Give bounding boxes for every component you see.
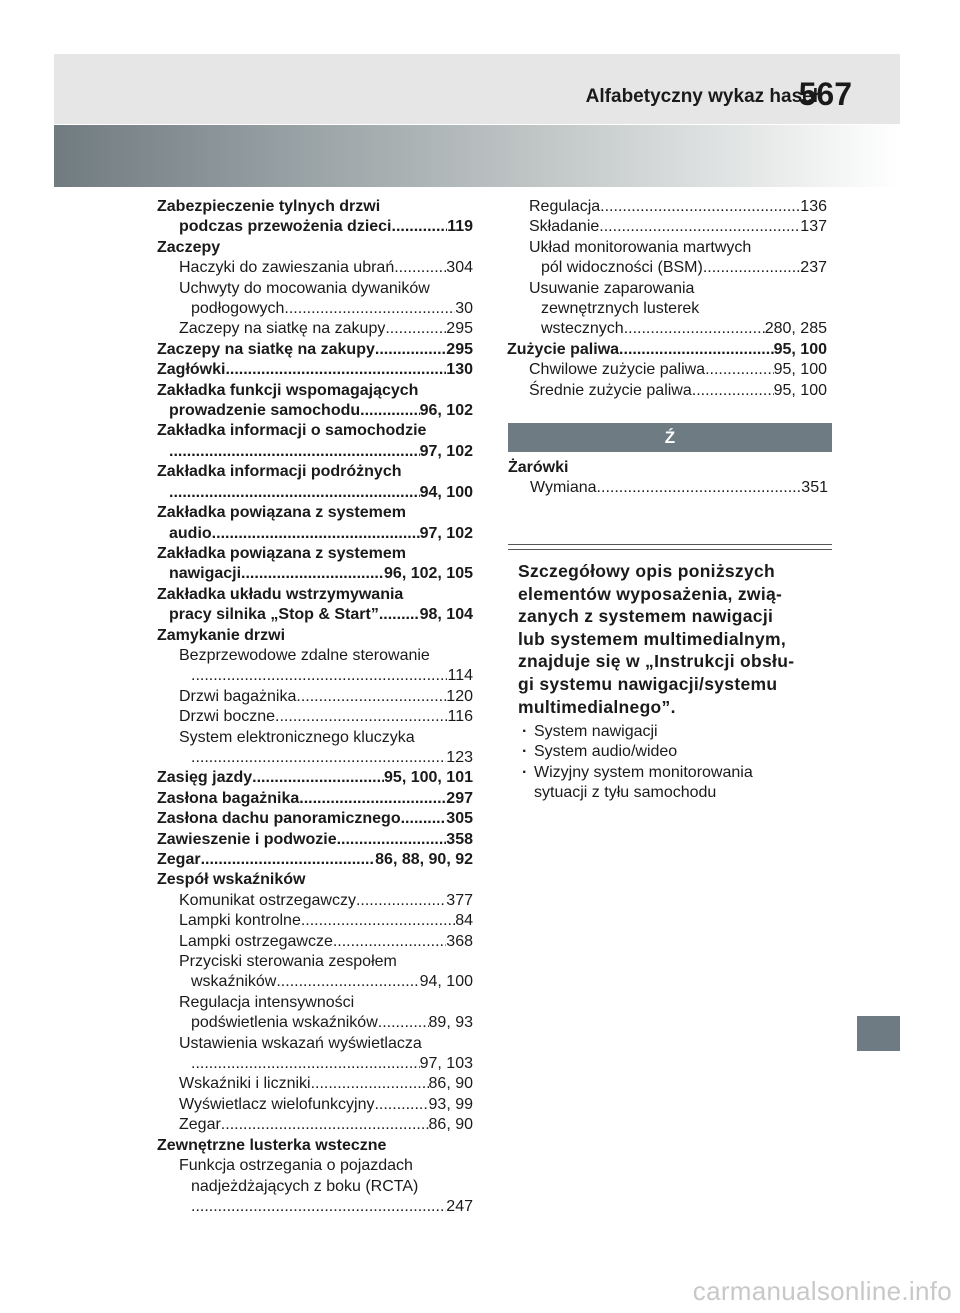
index-entry: [157, 319, 473, 339]
entry-page: 297: [446, 789, 473, 807]
leader-dots: [201, 850, 376, 870]
entry-label: Wymiana: [530, 479, 597, 497]
entry-label: podłogowych: [191, 300, 285, 318]
leader-dots: [301, 911, 455, 931]
note-list-item: · System nawigacji: [518, 722, 818, 742]
index-entry: [508, 478, 828, 498]
entry-page: 119: [447, 218, 473, 236]
index-heading: Zewnętrzne lusterka wsteczne: [157, 1136, 387, 1154]
entry-label: Składanie: [529, 218, 600, 236]
index-entry: [157, 258, 473, 278]
entry-page: 96, 102, 105: [384, 565, 473, 583]
entry-label: podczas przewożenia dzieci: [179, 218, 392, 236]
entry-page: 95, 100: [773, 340, 827, 358]
decorative-band: [54, 125, 900, 187]
index-entry: [157, 1074, 473, 1094]
entry-label: Zegar: [157, 851, 201, 868]
index-entry: [507, 381, 827, 401]
index-group: [157, 340, 473, 360]
note-title-line: elementów wyposażenia, zwią-: [518, 583, 783, 604]
entry-label: Zużycie paliwa: [507, 340, 620, 358]
index-entry: [157, 217, 473, 237]
index-entry: [157, 830, 473, 850]
entry-page: 304: [446, 259, 473, 277]
index-group: [157, 809, 473, 829]
index-column-left: [157, 197, 473, 1217]
entry-page: 84: [455, 912, 473, 930]
index-entry: [157, 360, 473, 380]
leader-dots: [241, 564, 384, 584]
entry-page: 247: [446, 1197, 473, 1215]
leader-dots: [191, 1054, 420, 1074]
entry-label: wstecznych: [541, 320, 624, 338]
index-group: [157, 585, 473, 626]
index-group: [157, 197, 473, 238]
index-entry: [157, 1095, 473, 1115]
entry-page: 136: [800, 198, 827, 215]
index-group: [157, 462, 473, 503]
entry-page: 130: [446, 361, 473, 379]
leader-dots: [296, 687, 446, 707]
index-subentry: Ustawienia wskazań wyświetlacza: [179, 1034, 422, 1052]
leader-dots: [385, 319, 446, 339]
leader-dots: [624, 319, 765, 339]
divider-line: [508, 544, 832, 545]
section-title: Alfabetyczny wykaz haseł: [585, 86, 818, 107]
index-entry: [157, 605, 473, 625]
entry-page: 237: [800, 259, 827, 277]
entry-label: Zasłona dachu panoramicznego: [157, 810, 401, 828]
index-subentry: Regulacja intensywności: [179, 993, 355, 1011]
note-title-line: Szczegółowy opis poniższych: [518, 561, 776, 581]
index-entry: [507, 319, 827, 339]
index-subentry: Bezprzewodowe zdalne sterowanie: [179, 646, 430, 664]
entry-page: 295: [446, 340, 473, 358]
index-group: [157, 830, 473, 850]
entry-label: nawigacji: [169, 565, 242, 583]
index-entry: [157, 483, 473, 503]
index-group: [157, 238, 473, 340]
entry-label: Zasłona bagażnika: [157, 789, 300, 807]
entry-page: 95, 100, 101: [384, 769, 473, 787]
entry-label: Średnie zużycie paliwa: [529, 381, 692, 399]
entry-page: 123: [446, 748, 473, 766]
entry-page: 97, 102: [419, 442, 473, 460]
note-title: [518, 560, 832, 718]
leader-dots: [356, 891, 446, 911]
index-heading: Zamykanie drzwi: [157, 626, 286, 644]
entry-label: Chwilowe zużycie paliwa: [529, 361, 706, 379]
entry-label: Lampki kontrolne: [179, 912, 301, 930]
index-entry: [157, 524, 473, 544]
watermark: carmanualsonline.info: [692, 1276, 952, 1306]
leader-dots: [284, 299, 455, 319]
index-heading: Zespół wskaźników: [157, 871, 306, 889]
leader-dots: [378, 1013, 429, 1033]
leader-dots: [276, 972, 419, 992]
index-group: [157, 870, 473, 1135]
index-entry: [157, 972, 473, 992]
entry-label: Zawieszenie i podwozie: [157, 830, 337, 848]
index-entry: [507, 258, 827, 278]
leader-dots: [337, 830, 447, 850]
letter-section-entries: [508, 458, 828, 499]
leader-dots: [191, 748, 446, 768]
leader-dots: [374, 1095, 428, 1115]
entry-label: Lampki ostrzegawcze: [179, 932, 333, 950]
index-entry: [157, 564, 473, 584]
chapter-tab: [857, 1016, 900, 1051]
entry-label: Zagłówki: [157, 361, 226, 379]
index-entry: [157, 911, 473, 931]
index-entry: [157, 340, 473, 360]
entry-page: 97, 102: [419, 524, 473, 542]
index-entry: [157, 1054, 473, 1074]
leader-dots: [394, 258, 446, 278]
note-title-line: lub systemem multimedialnym,: [518, 628, 787, 649]
divider-line: [508, 549, 832, 550]
index-subentry: Usuwanie zaparowania: [529, 279, 695, 297]
entry-page: 86, 90: [428, 1075, 473, 1093]
index-entry: [157, 687, 473, 707]
entry-page: 351: [801, 479, 828, 497]
entry-label: Zegar: [179, 1116, 221, 1134]
entry-page: 30: [455, 300, 473, 318]
index-heading: Zakładka funkcji wspomagających: [157, 381, 419, 399]
index-subentry: Układ monitorowania martwych: [529, 238, 752, 256]
index-entry: [507, 360, 827, 380]
leader-dots: [392, 217, 448, 237]
index-heading: Zakładka powiązana z systemem: [157, 504, 406, 522]
index-entry: [157, 932, 473, 952]
index-entry: [157, 748, 473, 768]
index-group: [507, 197, 827, 340]
entry-page: 295: [446, 320, 473, 338]
index-entry: [157, 666, 473, 686]
entry-page: 377: [446, 891, 473, 909]
entry-label: Wskaźniki i liczniki: [179, 1075, 311, 1093]
entry-page: 95, 100: [773, 361, 827, 379]
index-heading: Zakładka powiązana z systemem: [157, 544, 406, 562]
leader-dots: [191, 666, 447, 686]
entry-page: 280, 285: [764, 320, 827, 338]
index-entry: [157, 789, 473, 809]
leader-dots: [692, 381, 774, 401]
entry-page: 305: [446, 810, 473, 828]
index-entry: [157, 442, 473, 462]
entry-page: 96, 102: [419, 402, 473, 420]
entry-label: Haczyki do zawieszania ubrań: [179, 259, 395, 277]
entry-page: 120: [446, 687, 473, 705]
note-title-line: zanych z systemem nawigacji: [518, 606, 774, 627]
leader-dots: [597, 478, 802, 498]
entry-label: prowadzenie samochodu: [169, 402, 361, 420]
index-heading: Zaczepy: [157, 238, 221, 256]
leader-dots: [379, 605, 420, 625]
entry-page: 86, 90: [428, 1116, 473, 1134]
index-entry: [157, 1115, 473, 1135]
index-subentry: System elektronicznego kluczyka: [179, 728, 415, 746]
page-number: 567: [798, 76, 852, 112]
index-entry: [157, 850, 473, 870]
leader-dots: [333, 932, 446, 952]
entry-label: Zasięg jazdy: [157, 769, 253, 787]
index-entry: [157, 891, 473, 911]
leader-dots: [360, 401, 419, 421]
index-heading: Zakładka układu wstrzymywania: [157, 585, 404, 603]
entry-label: audio: [169, 524, 212, 542]
index-entry: [157, 401, 473, 421]
leader-dots: [705, 360, 774, 380]
entry-page: 97, 103: [419, 1055, 473, 1073]
note-title-line: gi systemu nawigacji/systemu: [518, 673, 778, 694]
index-entry: [157, 768, 473, 788]
index-group: [157, 503, 473, 544]
entry-label: Wyświetlacz wielofunkcyjny: [179, 1095, 375, 1113]
index-entry: [507, 340, 827, 360]
entry-label: Drzwi boczne: [179, 708, 276, 726]
index-subentry: zewnętrznych lusterek: [541, 300, 700, 318]
index-column-right: [507, 197, 827, 401]
index-group: [157, 626, 473, 769]
entry-label: Zaczepy na siatkę na zakupy: [179, 320, 386, 338]
entry-label: podświetlenia wskaźników: [191, 1014, 378, 1032]
note-list-item: · Wizyjny system monitorowania sytuacji z tyłu samochodu: [518, 763, 818, 804]
index-subentry: Funkcja ostrzegania o pojazdach: [179, 1157, 413, 1175]
leader-dots: [703, 258, 800, 278]
index-group: [157, 421, 473, 462]
index-entry: [507, 197, 827, 217]
index-group: [157, 789, 473, 809]
index-entry: [157, 707, 473, 727]
index-group: [157, 850, 473, 870]
leader-dots: [191, 1197, 446, 1217]
entry-label: pracy silnika „Stop & Start”: [169, 606, 379, 624]
index-group: [157, 360, 473, 380]
entry-label: Komunikat ostrzegawczy: [179, 891, 356, 909]
entry-page: 114: [447, 667, 473, 685]
index-group: [157, 1136, 473, 1218]
leader-dots: [169, 442, 420, 462]
entry-page: 358: [446, 830, 473, 848]
index-group: [157, 544, 473, 585]
entry-page: 94, 100: [419, 973, 473, 991]
leader-dots: [619, 340, 774, 360]
entry-page: 95, 100: [773, 381, 827, 399]
index-subentry: Przyciski sterowania zespołem: [179, 953, 397, 971]
leader-dots: [401, 809, 447, 829]
entry-label: Drzwi bagażnika: [179, 687, 297, 705]
entry-page: 94, 100: [419, 483, 473, 501]
leader-dots: [375, 340, 446, 360]
entry-label: wskaźników: [191, 973, 277, 991]
entry-label: Regulacja: [529, 198, 601, 215]
leader-dots: [169, 483, 420, 503]
index-entry: [157, 1197, 473, 1217]
index-heading: Zakładka informacji o samochodzie: [157, 422, 427, 440]
note-list: [518, 722, 818, 804]
leader-dots: [299, 789, 446, 809]
index-group: [157, 381, 473, 422]
entry-page: 116: [447, 708, 473, 726]
index-heading: Zabezpieczenie tylnych drzwi: [157, 198, 381, 215]
leader-dots: [252, 768, 384, 788]
entry-page: 93, 99: [428, 1095, 473, 1113]
entry-page: 86, 88, 90, 92: [375, 851, 473, 868]
entry-page: 98, 104: [419, 606, 473, 624]
leader-dots: [212, 524, 420, 544]
index-entry: [157, 299, 473, 319]
index-entry: [157, 809, 473, 829]
leader-dots: [225, 360, 446, 380]
leader-dots: [311, 1074, 429, 1094]
index-subentry: Uchwyty do mocowania dywaników: [179, 279, 430, 297]
note-list-item: · System audio/wideo: [518, 742, 818, 762]
entry-label: Zaczepy na siatkę na zakupy: [157, 340, 375, 358]
index-entry: [507, 217, 827, 237]
entry-page: 89, 93: [428, 1014, 473, 1032]
leader-dots: [275, 707, 447, 727]
index-group: [507, 340, 827, 401]
entry-page: 368: [446, 932, 473, 950]
leader-dots: [221, 1115, 429, 1135]
letter-heading: Ź: [508, 423, 832, 452]
index-entry: [157, 1013, 473, 1033]
index-group: [157, 768, 473, 788]
leader-dots: [599, 217, 800, 237]
note-title-line: znajduje się w „Instrukcji obsłu-: [518, 651, 795, 672]
entry-page: 137: [800, 218, 827, 236]
entry-label: pól widoczności (BSM): [541, 259, 703, 277]
index-subentry: nadjeżdżających z boku (RCTA): [191, 1177, 419, 1195]
note-title-line: multimedialnego”.: [518, 696, 676, 717]
index-heading: Żarówki: [508, 459, 569, 476]
index-heading: Zakładka informacji podróżnych: [157, 463, 402, 481]
leader-dots: [600, 197, 800, 217]
